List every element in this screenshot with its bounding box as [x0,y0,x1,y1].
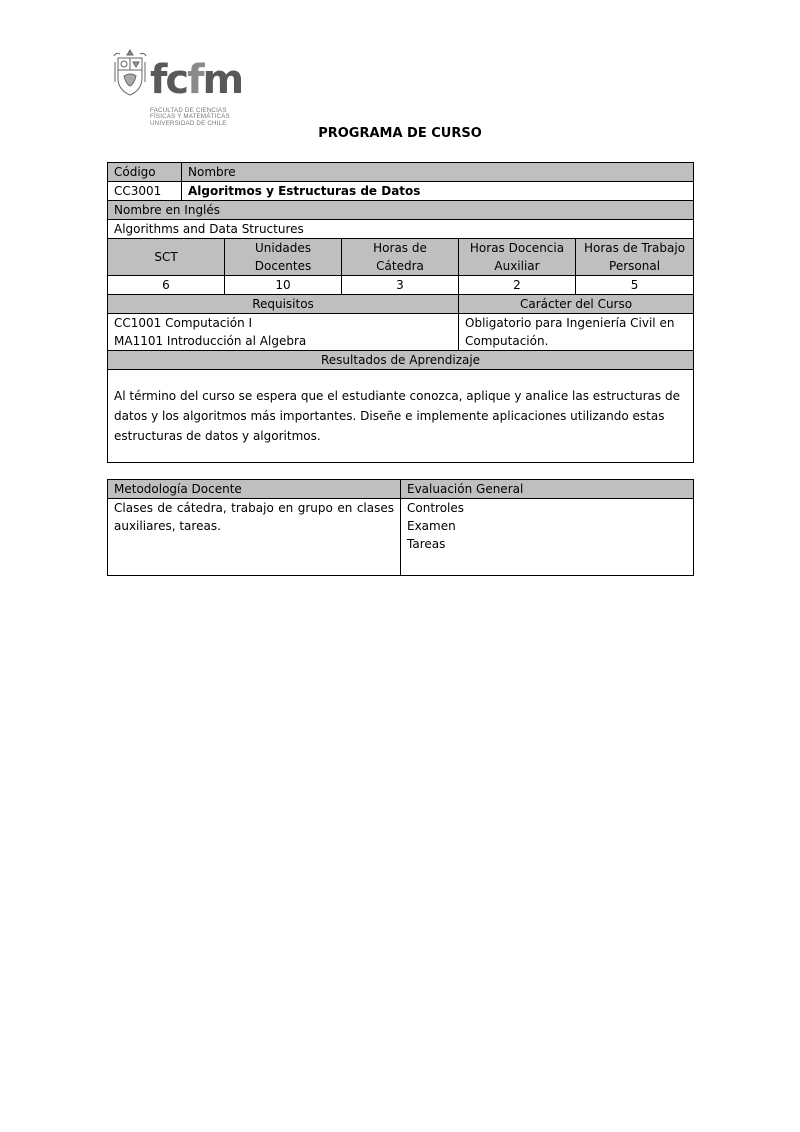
course-table [107,162,694,463]
lecture-hours-value: 3 [342,276,459,295]
evaluation-item: Examen [407,519,456,533]
requisite-item: CC1001 Computación I [114,316,253,330]
course-character: Obligatorio para Ingeniería Civil en Computación. [459,314,694,351]
sct-value: 6 [108,276,225,295]
evaluation-header: Evaluación General [401,480,694,499]
results-header: Resultados de Aprendizaje [108,351,694,370]
course-name: Algoritmos y Estructuras de Datos [182,182,694,201]
fcfm-logo [112,46,252,128]
faculty-line-1: FACULTAD DE CIENCIAS [150,107,227,114]
requisites-header: Requisitos [108,295,459,314]
learning-results: Al término del curso se espera que el estudiante conozca, aplique y analice las estructuras de datos y los algoritmos más importantes. Diseñe e implemente aplicaciones utilizando estas estructuras de datos y algoritmos. [108,370,694,463]
code-header: Código [108,163,182,182]
personal-work-hours-header: Horas de Trabajo Personal [576,239,694,276]
english-name: Algorithms and Data Structures [108,220,694,239]
auxiliary-hours-value: 2 [459,276,576,295]
methodology-text: Clases de cátedra, trabajo en grupo en clases auxiliares, tareas. [108,499,401,576]
personal-work-hours-value: 5 [576,276,694,295]
requisite-item: MA1101 Introducción al Algebra [114,334,307,348]
evaluation-item: Controles [407,501,465,515]
evaluation-list [401,499,694,576]
fcfm-wordmark: fcfm [150,57,243,103]
methodology-header: Metodología Docente [108,480,401,499]
evaluation-item: Tareas [407,537,446,551]
sct-header: SCT [108,239,225,276]
faculty-line-3: UNIVERSIDAD DE CHILE [150,119,227,127]
auxiliary-hours-header: Horas Docencia Auxiliar [459,239,576,276]
faculty-name [150,108,260,127]
university-seal-icon [112,48,148,98]
document-title: PROGRAMA DE CURSO [318,126,482,141]
teaching-units-header: Unidades Docentes [225,239,342,276]
character-header: Carácter del Curso [459,295,694,314]
methodology-table [107,479,694,576]
lecture-hours-header: Horas de Cátedra [342,239,459,276]
faculty-line-2: FÍSICAS Y MATEMÁTICAS [150,113,230,121]
english-name-header: Nombre en Inglés [108,201,694,220]
requisites-list [108,314,459,351]
teaching-units-value: 10 [225,276,342,295]
course-code: CC3001 [108,182,182,201]
name-header: Nombre [182,163,694,182]
